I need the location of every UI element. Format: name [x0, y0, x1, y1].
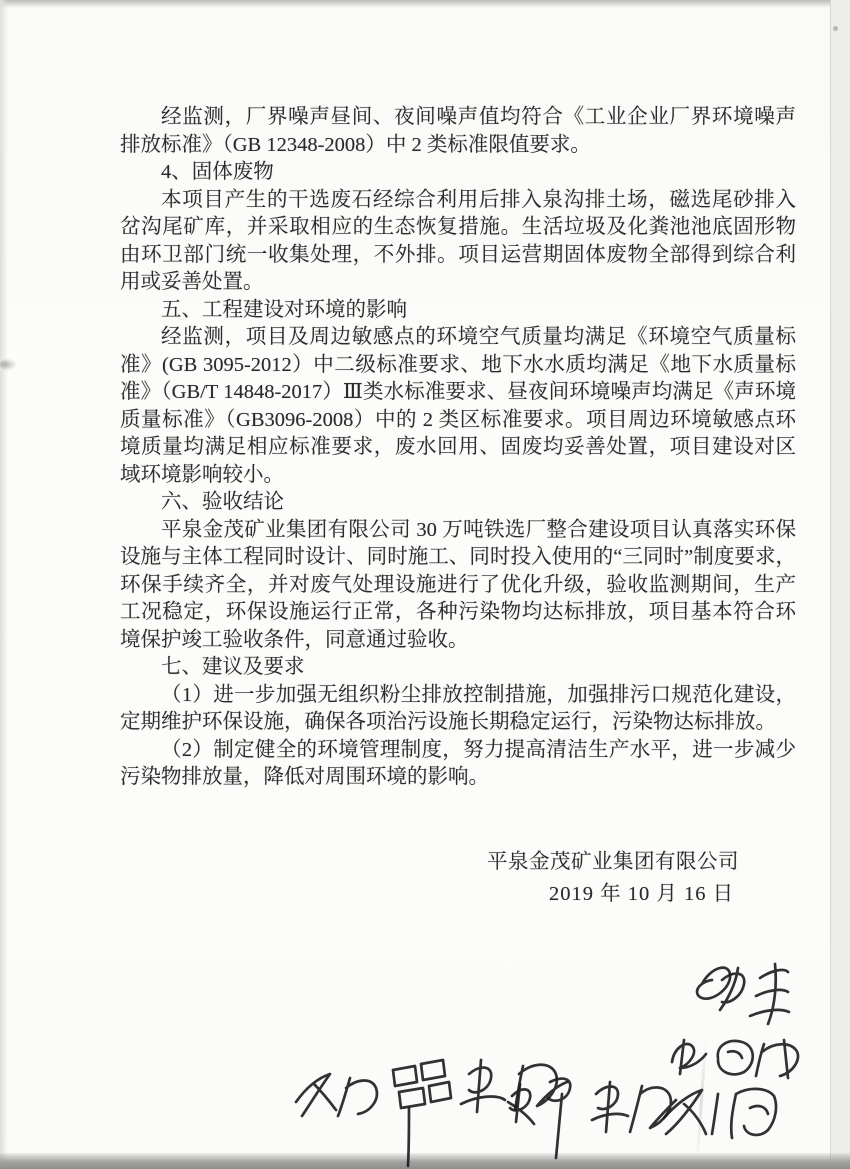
scan-edge-top: [0, 0, 850, 8]
paragraph-suggestion-1: （1）进一步加强无组织粉尘排放控制措施，加强排污口规范化建设，定期维护环保设施，确保各项治污设施长期稳定运行，污染物达标排放。: [120, 683, 796, 733]
document-body: [120, 104, 796, 792]
paragraph-acceptance-conclusion: 平泉金茂矿业集团有限公司 30 万吨铁选厂整合建设项目认真落实环保设施与主体工程同时设计、同时施工、同时投入使用的“三同时”制度要求，环保手续齐全，并对废气处理设施进行了优化升级，验收监测期间，生产工况稳定，环保设施运行正常，各种污染物均达标排放，项目基本符合环境保护竣工验收条件，同意通过验收。: [120, 518, 796, 651]
paragraph-suggestion-2: （2）制定健全的环境管理制度，努力提高清洁生产水平，进一步减少污染物排放量，降低对周围环境的影响。: [120, 738, 796, 788]
paragraph-environmental-impact: 经监测，项目及周边敏感点的环境空气质量均满足《环境空气质量标准》(GB 3095-2012）中二级标准要求、地下水水质均满足《地下水质量标准》（GB/T 14848-2017）Ⅲ类水标准要求、昼夜间环境噪声均满足《声环境质量标准》（GB3096-2008）中的 2 类区标准要求。项目周边环境敏感点环境质量均满足相应标准要求，废水回用、固废均妥善处置，项目建设对区域环境影响较小。: [120, 326, 796, 486]
signature-han: [586, 1076, 678, 1138]
signature-yao: [288, 1068, 390, 1124]
signoff-company: 平泉金茂矿业集团有限公司: [487, 851, 739, 873]
signature-luo: [385, 1052, 570, 1168]
scan-speck: [833, 26, 838, 31]
paragraph-solid-waste: 本项目产生的干选废石经综合利用后排入泉沟排土场，磁选尾砂排入岔沟尾矿库，并采取相应的生态恢复措施。生活垃圾及化粪池池底固形物由环卫部门统一收集处理，不外排。项目运营期固体废物全部得到综合利用或妥善处置。: [120, 188, 796, 293]
signature-wei: [662, 1034, 806, 1080]
signoff-date: 2019 年 10 月 16 日: [549, 883, 735, 905]
scan-edge-right: [830, 0, 850, 1169]
scan-edge-left: [0, 0, 8, 1169]
heading-suggestions: 七、建议及要求: [161, 656, 305, 678]
heading-acceptance-conclusion: 六、验收结论: [161, 491, 284, 513]
signature-wang: [672, 958, 790, 1042]
heading-solid-waste: 4、固体废物: [161, 161, 274, 183]
paragraph-noise-monitoring: 经监测，厂界噪声昼间、夜间噪声值均符合《工业企业厂界环境噪声排放标准》（GB 12348-2008）中 2 类标准限值要求。: [120, 106, 796, 156]
scan-smudge: [0, 358, 17, 371]
heading-environmental-impact: 五、工程建设对环境的影响: [161, 298, 407, 321]
